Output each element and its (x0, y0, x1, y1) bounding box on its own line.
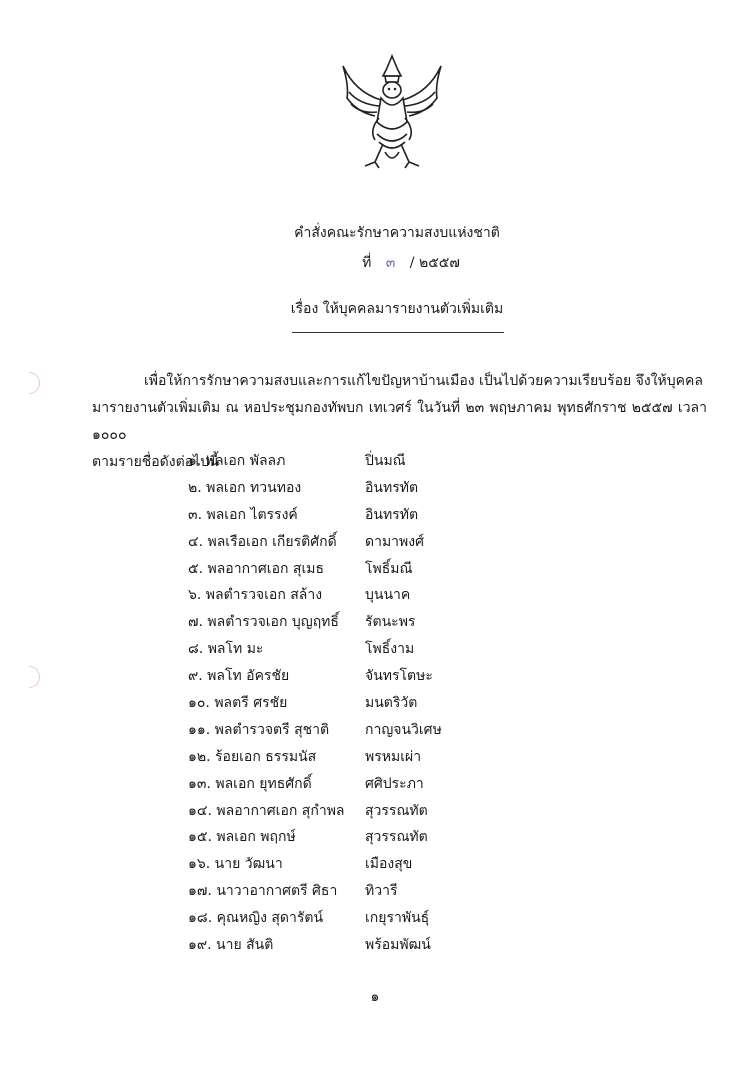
roster-row (188, 690, 488, 717)
roster-row (188, 824, 488, 851)
roster-row (188, 529, 488, 556)
person-surname: เมืองสุข (365, 856, 413, 873)
person-name: ๑๐. พลตรี ศรชัย (188, 695, 288, 712)
person-name: ๒. พลเอก ทวนทอง (188, 479, 302, 496)
person-surname: สุวรรณทัต (365, 802, 428, 819)
person-surname: ทิวารี (365, 883, 398, 900)
person-surname: อินทรทัต (365, 479, 419, 496)
roster-row (188, 744, 488, 771)
roster-row (188, 582, 488, 609)
body-line-2: มารายงานตัวเพิ่มเติม ณ หอประชุมกองทัพบก เทเวศร์ ในวันที่ ๒๓ พฤษภาคม พุทธศักราช ๒๕๕๗ เวลา ๑๐๐๐ (92, 400, 707, 443)
roster-row (188, 905, 488, 932)
person-surname: มนตริวัต (365, 695, 418, 712)
person-name: ๑๒. ร้อยเอก ธรรมนัส (188, 748, 317, 765)
person-surname: กาญจนวิเศษ (365, 721, 442, 738)
roster-row (188, 556, 488, 583)
garuda-emblem (335, 52, 449, 170)
roster-list (188, 448, 488, 959)
order-number: ๓ (385, 255, 396, 271)
person-name: ๕. พลอากาศเอก สุเมธ (188, 560, 325, 577)
person-name: ๙. พลโท อัครชัย (188, 668, 290, 685)
roster-row (188, 609, 488, 636)
person-surname: โพธิ์งาม (365, 641, 415, 658)
person-name: ๔. พลเรือเอก เกียรติศักดิ์ (188, 533, 337, 550)
order-subject: เรื่อง ให้บุคคลมารายงานตัวเพิ่มเติม (290, 301, 504, 317)
roster-row (188, 717, 488, 744)
person-surname: พร้อมพัฒน์ (365, 937, 431, 954)
person-name: ๑. พลเอก พัลลภ (188, 453, 286, 469)
roster-row (188, 663, 488, 690)
roster-row (188, 932, 488, 959)
person-surname: พรหมเผ่า (365, 748, 422, 765)
person-name: ๗. พลตำรวจเอก บุญฤทธิ์ (188, 614, 339, 631)
punch-hole-mark (18, 372, 40, 394)
person-surname: ปิ่นมณี (365, 453, 406, 469)
page-number: ๑ (370, 989, 380, 1005)
order-number-line (36, 252, 750, 274)
person-name: ๑๙. นาย สันติ (188, 937, 274, 954)
person-name: ๑๔. พลอากาศเอก สุกำพล (188, 802, 345, 819)
person-surname: สุวรรณทัต (365, 829, 428, 846)
roster-row (188, 475, 488, 502)
person-name: ๑๑. พลตำรวจตรี สุชาติ (188, 721, 330, 738)
person-name: ๑๕. พลเอก พฤกษ์ (188, 829, 296, 846)
roster-row (188, 636, 488, 663)
roster-row (188, 502, 488, 529)
person-name: ๑๖. นาย วัฒนา (188, 856, 283, 873)
person-surname: เกยุราพันธุ์ (365, 910, 430, 927)
punch-hole-mark (18, 666, 40, 688)
order-year: / ๒๕๕๗ (409, 255, 460, 271)
person-surname: รัตนะพร (365, 614, 416, 631)
person-name: ๓. พลเอก ไตรรงค์ (188, 506, 298, 523)
person-surname: จันทรโตษะ (365, 668, 433, 685)
order-number-prefix: ที่ (362, 255, 372, 271)
roster-row (188, 878, 488, 905)
person-surname: อินทรทัต (365, 506, 419, 523)
person-name: ๖. พลตำรวจเอก สล้าง (188, 587, 323, 604)
person-name: ๘. พลโท มะ (188, 641, 264, 658)
person-surname: โพธิ์มณี (365, 560, 413, 577)
roster-row (188, 771, 488, 798)
order-title: คำสั่งคณะรักษาความสงบแห่งชาติ (294, 225, 500, 241)
person-name: ๑๓. พลเอก ยุทธศักดิ์ (188, 775, 312, 792)
subject-divider (292, 332, 504, 333)
roster-row (188, 448, 488, 475)
person-surname: บุนนาค (365, 587, 411, 604)
person-surname: ดามาพงศ์ (365, 533, 424, 550)
person-name: ๑๗. นาวาอากาศตรี ศิธา (188, 883, 338, 900)
body-line-1: เพื่อให้การรักษาความสงบและการแก้ไขปัญหาบ้านเมือง เป็นไปด้วยความเรียบร้อย จึงให้บุคคล (144, 373, 703, 389)
roster-row (188, 798, 488, 825)
person-surname: ศศิประภา (365, 775, 424, 792)
roster-row (188, 851, 488, 878)
body-line-3: ตามรายชื่อดังต่อไปนี้ (92, 454, 219, 470)
person-name: ๑๘. คุณหญิง สุดารัตน์ (188, 910, 324, 927)
